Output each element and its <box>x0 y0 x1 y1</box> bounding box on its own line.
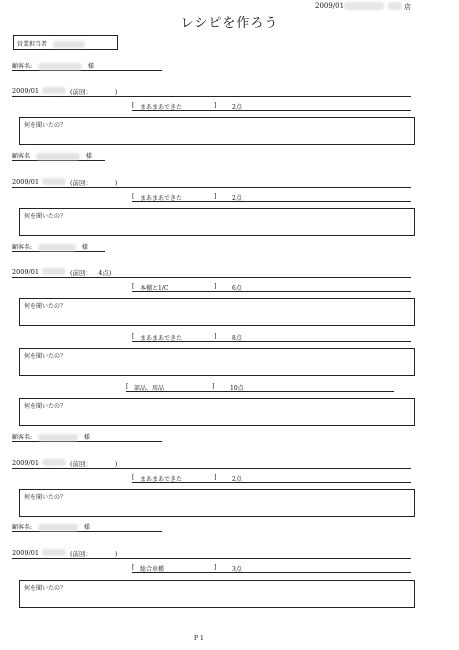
rating-line: [ まあまあできた ] 2点 <box>132 474 411 483</box>
visit-date: 2009/01 <box>12 459 40 467</box>
visit-previous: (前回： ) <box>70 550 118 558</box>
rating-label: 部品、用品 <box>134 385 165 392</box>
customer-suffix: 様 <box>87 63 94 70</box>
redacted-visit-day <box>42 549 66 556</box>
rating-label: まあまあできた <box>140 335 183 342</box>
redacted-customer-name <box>36 153 80 160</box>
staff-label: 営業担当者 <box>17 41 48 48</box>
customer-suffix: 様 <box>83 524 90 531</box>
rating-line: [ 総合車種 ] 3点 <box>132 564 411 573</box>
visit-line <box>12 87 411 97</box>
visit-date: 2009/01 <box>12 268 40 276</box>
redacted-visit-day <box>42 459 66 466</box>
page-title: レシピを作ろう <box>180 16 279 31</box>
customer-suffix: 様 <box>85 153 92 160</box>
visit-previous: (前回： ) <box>70 460 118 468</box>
customer-suffix: 様 <box>83 434 90 441</box>
rating-points: 2点 <box>232 195 242 202</box>
rating-points: 2点 <box>232 104 242 111</box>
rating-points: 6点 <box>232 285 242 292</box>
question-box <box>19 298 415 326</box>
redacted-customer-name <box>38 63 82 70</box>
header-date: 2009/01 <box>315 2 345 10</box>
visit-line <box>12 549 411 559</box>
visit-previous: (前回： ) <box>70 179 118 187</box>
rating-points: 8点 <box>232 335 242 342</box>
question-box <box>19 489 415 517</box>
customer-label: 顧客名: <box>12 63 33 70</box>
question-label: 何を聞いたの？ <box>24 353 67 360</box>
rating-label: まあまあできた <box>140 476 183 483</box>
question-box <box>19 117 415 145</box>
customer-line <box>12 522 162 532</box>
customer-line <box>12 432 162 442</box>
redacted-date <box>344 2 384 10</box>
question-box <box>19 398 415 426</box>
visit-date: 2009/01 <box>12 87 40 95</box>
rating-points: 3点 <box>232 566 242 573</box>
customer-label: 顧客名: <box>12 244 33 251</box>
customer-label: 顧客名 <box>12 153 31 160</box>
visit-line <box>12 459 411 469</box>
customer-label: 顧客名: <box>12 524 33 531</box>
rating-line: [ 本棚と1/C ] 6点 <box>132 283 411 292</box>
rating-line: [ 部品、用品 ] 10点 <box>126 383 394 392</box>
redacted-customer-name <box>38 434 78 441</box>
visit-previous: (前回： 4点) <box>70 269 112 277</box>
visit-previous: (前回： ) <box>70 88 118 96</box>
question-box <box>19 580 415 608</box>
staff-box <box>13 35 118 50</box>
visit-date: 2009/01 <box>12 178 40 186</box>
question-label: 何を聞いたの？ <box>24 494 67 501</box>
redacted-customer-name <box>38 244 76 251</box>
redacted-staff-name <box>53 41 85 48</box>
question-label: 何を聞いたの？ <box>24 303 67 310</box>
rating-points: 2点 <box>232 476 242 483</box>
rating-label: まあまあできた <box>140 195 183 202</box>
question-label: 何を聞いたの？ <box>24 122 67 129</box>
customer-line <box>12 151 105 161</box>
question-label: 何を聞いたの？ <box>24 213 67 220</box>
rating-points: 10点 <box>230 385 244 392</box>
visit-line <box>12 268 411 278</box>
rating-line: [ まあまあできた ] 2点 <box>132 102 411 111</box>
rating-label: 本棚と1/C <box>140 285 169 292</box>
redacted-customer-name <box>38 524 78 531</box>
redacted-visit-day <box>42 87 66 94</box>
customer-suffix: 様 <box>81 244 88 251</box>
visit-line <box>12 178 411 188</box>
redacted-shop-name <box>388 2 402 10</box>
customer-line <box>12 242 105 252</box>
question-label: 何を聞いたの？ <box>24 403 67 410</box>
rating-label: 総合車種 <box>140 566 165 573</box>
header-shop-suffix: 店 <box>404 3 411 11</box>
rating-line: [ まあまあできた ] 8点 <box>132 333 411 342</box>
page-number: P 1 <box>194 635 204 642</box>
question-box <box>19 348 415 376</box>
customer-line <box>12 61 162 71</box>
customer-label: 顧客名: <box>12 434 33 441</box>
redacted-visit-day <box>42 178 66 185</box>
rating-line: [ まあまあできた ] 2点 <box>132 193 411 202</box>
question-label: 何を聞いたの？ <box>24 585 67 592</box>
visit-date: 2009/01 <box>12 549 40 557</box>
rating-label: まあまあできた <box>140 104 183 111</box>
question-box <box>19 208 415 236</box>
redacted-visit-day <box>42 268 66 275</box>
